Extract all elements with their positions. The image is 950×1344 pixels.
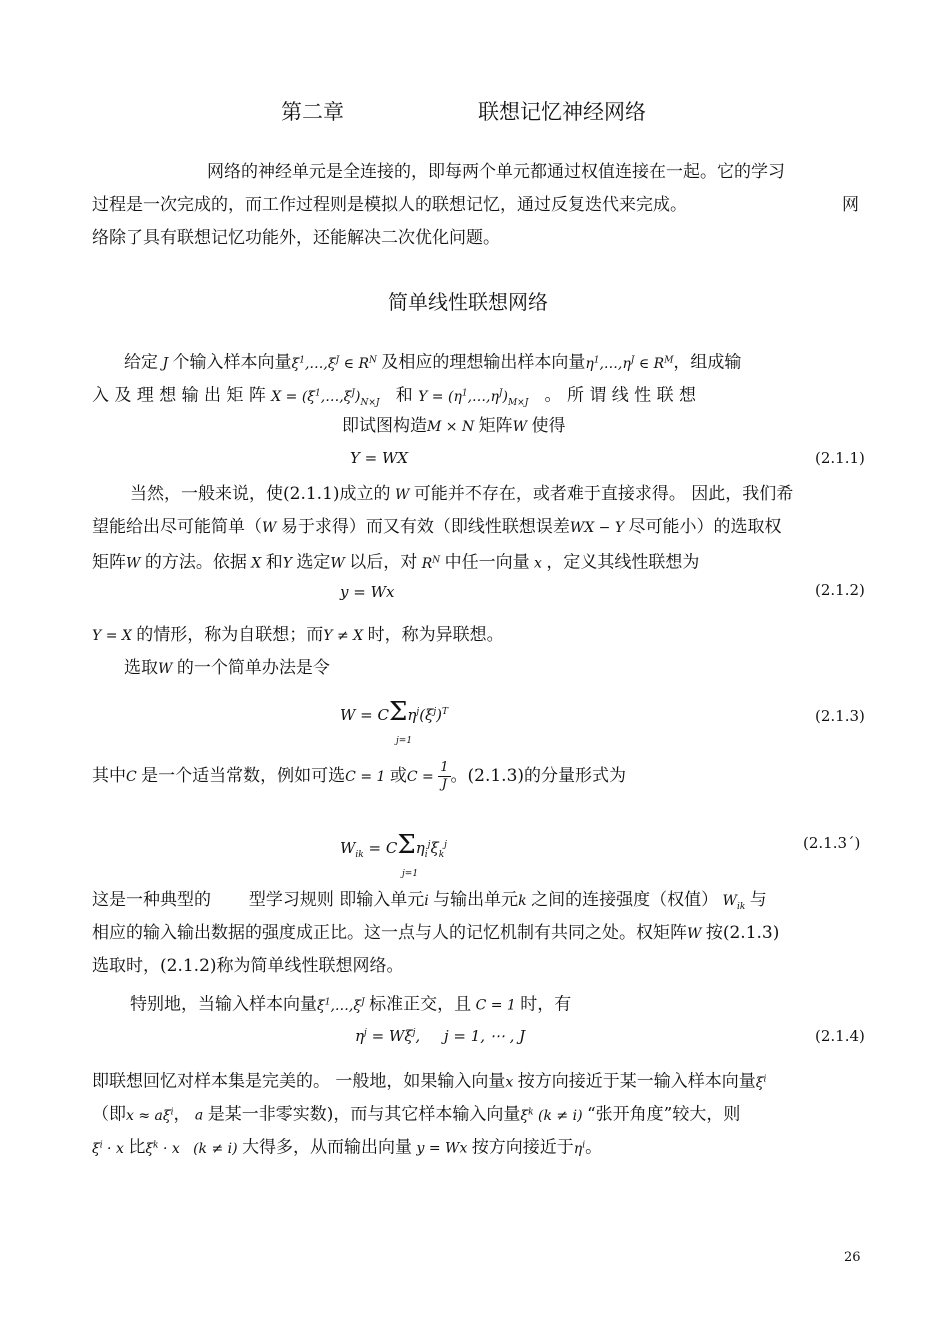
p2-text: 矩阵 bbox=[92, 552, 126, 573]
math: i bbox=[424, 893, 434, 909]
math: C = 1 bbox=[345, 769, 390, 785]
math: W bbox=[512, 419, 532, 435]
p4-text: 选取 bbox=[124, 658, 158, 678]
math: X bbox=[246, 555, 266, 572]
p1-text: 及相应的理想输出样本向量 bbox=[381, 352, 586, 373]
math: $W_{ik}$ bbox=[718, 893, 746, 912]
equation-number: (2.1.3) bbox=[815, 707, 865, 725]
p3-line bbox=[92, 619, 504, 653]
p6-text: 即输入单元 bbox=[339, 890, 425, 910]
p8-text: 是某一非零实数)，而与其它样本输入向量 bbox=[207, 1104, 521, 1125]
p6-text: 这是一种典型的 bbox=[92, 890, 211, 910]
equation-2-1-4: $\eta^j = W\xi^j$, j = 1, ⋯ , J bbox=[355, 1027, 526, 1045]
math: x bbox=[529, 555, 547, 572]
math: Y ≠ X bbox=[323, 628, 368, 644]
p3-text: 的情形，称为自联想；而 bbox=[136, 625, 324, 645]
p2-line-2 bbox=[92, 511, 782, 545]
p8-text: ， bbox=[173, 1104, 191, 1125]
p1-text: 给定 bbox=[124, 352, 158, 373]
p7-text: 时，有 bbox=[520, 994, 572, 1015]
p1-text: 使得 bbox=[531, 416, 566, 436]
p8-text: 大得多，从而输出向量 bbox=[242, 1137, 413, 1158]
p2-text: 当然，一般来说，使(2.1.1)成立的 bbox=[130, 484, 391, 504]
p1-line-1 bbox=[124, 344, 741, 381]
p8-text: 按方向接近于 bbox=[471, 1137, 574, 1158]
math: WX − Y bbox=[569, 520, 629, 536]
p7-line bbox=[130, 986, 571, 1023]
math: $\eta^1,\dots,\eta^J$ ∈ $R^M$ bbox=[585, 355, 674, 372]
page-number: 26 bbox=[844, 1250, 861, 1265]
p2-text: 可能并不存在，或者难于直接求得。 因此，我们希 bbox=[413, 484, 794, 504]
math: C = 1 bbox=[471, 997, 521, 1014]
p6-text: 型学习规则 bbox=[248, 890, 334, 910]
p2-text: 选定 bbox=[296, 552, 331, 573]
math: J bbox=[158, 355, 173, 372]
math: $\xi^1,\dots,\xi^J$ ∈ $R^N$ bbox=[291, 355, 377, 372]
p1-text: 。 所 谓 线 性 联 想 bbox=[544, 385, 696, 406]
math: C = bbox=[406, 769, 439, 785]
p8-line-3 bbox=[92, 1129, 602, 1166]
p8-text: 比 bbox=[128, 1137, 146, 1158]
chapter-title: 联想记忆神经网络 bbox=[478, 100, 646, 124]
math: Y bbox=[282, 555, 297, 572]
p2-line-1 bbox=[130, 478, 793, 512]
p2-line-3 bbox=[92, 544, 699, 581]
p4-text: 的一个简单办法是令 bbox=[176, 658, 330, 678]
equation-2-1-1: Y = WX bbox=[350, 449, 409, 467]
p1-text: 和 bbox=[395, 385, 413, 406]
math: W bbox=[262, 520, 281, 536]
p5-line bbox=[92, 760, 626, 794]
math: Y = X bbox=[92, 628, 137, 644]
p1-line-3 bbox=[342, 410, 566, 444]
p7-text: 特别地，当输入样本向量 bbox=[130, 994, 317, 1015]
equation-number: (2.1.1) bbox=[815, 449, 865, 467]
section-title: 简单线性联想网络 bbox=[388, 290, 548, 314]
p1-text: ，组成输 bbox=[673, 352, 742, 373]
p2-text: 的方法。依据 bbox=[144, 552, 247, 573]
p6-text: 与 bbox=[749, 890, 767, 910]
p4-line bbox=[124, 652, 330, 686]
equation-2-1-3: $W = C\Sigma\eta^j(\xi^j)^T$ bbox=[340, 697, 448, 727]
p2-text: 尽可能小）的选取权 bbox=[628, 517, 782, 537]
p2-text: 望能给出尽可能简单（ bbox=[92, 517, 262, 537]
math: $X = (\xi^1,\dots,\xi^J)_{N\times J}$ bbox=[271, 388, 380, 408]
math: $\xi^i \cdot x$ bbox=[92, 1140, 129, 1157]
equation-number: (2.1.3´) bbox=[803, 834, 861, 852]
p8-text: 。 bbox=[585, 1137, 603, 1158]
math: C bbox=[126, 769, 142, 785]
p2-text: 易于求得）而又有效（即线性联想误差 bbox=[280, 517, 570, 537]
p6-text: 与输出单元 bbox=[433, 890, 519, 910]
p8-text: “张开角度”较大，则 bbox=[586, 1104, 741, 1125]
p8-line-2 bbox=[92, 1096, 740, 1133]
math: W bbox=[330, 555, 350, 572]
math: $\eta^i$ bbox=[573, 1140, 586, 1157]
equation-2-1-3-prime: $W_{ik} = C\Sigma\eta_i^j\xi_k^j$ bbox=[340, 830, 447, 860]
equation-number: (2.1.4) bbox=[815, 1027, 865, 1045]
p6-text: 按(2.1.3) bbox=[705, 923, 780, 943]
p1-text: 矩阵 bbox=[478, 416, 513, 436]
intro-line-1: 网络的神经单元是全连接的，即每两个单元都通过权值连接在一起。它的学习 bbox=[207, 162, 785, 182]
p5-text: 是一个适当常数，例如可选 bbox=[141, 766, 346, 786]
p1-text: 个输入样本向量 bbox=[172, 352, 292, 373]
p8-line-1 bbox=[92, 1063, 766, 1100]
p5-text: 其中 bbox=[92, 766, 126, 786]
intro-line-2-end: 网 bbox=[842, 195, 859, 215]
p5-text: 。(2.1.3)的分量形式为 bbox=[450, 766, 627, 786]
p8-text: 按方向接近于某一输入样本向量 bbox=[517, 1071, 756, 1092]
math: W bbox=[687, 926, 706, 942]
math: a bbox=[190, 1107, 208, 1124]
math: $R^N$ bbox=[417, 555, 441, 572]
p3-text: 时，称为异联想。 bbox=[367, 625, 504, 645]
p2-text: 以后，对 bbox=[349, 552, 418, 573]
intro-line-3: 络除了具有联想记忆功能外，还能解决二次优化问题。 bbox=[92, 228, 500, 248]
p1-text: 入 及 理 想 输 出 矩 阵 bbox=[92, 385, 266, 406]
math: W bbox=[126, 555, 145, 572]
p8-text: 即联想回忆对样本集是完美的。 一般地，如果输入向量 bbox=[92, 1071, 506, 1092]
p6-text: 相应的输入输出数据的强度成正比。这一点与人的记忆机制有共同之处。权矩阵 bbox=[92, 923, 687, 943]
math: $\xi^k$ (k ≠ i) bbox=[520, 1107, 587, 1124]
fraction: $\frac{1}{J}$ bbox=[440, 760, 449, 792]
p5-text: 或 bbox=[389, 766, 407, 786]
p2-text: 中任一向量 bbox=[444, 552, 530, 573]
math: $\xi^k \cdot x$ (k ≠ i) bbox=[145, 1140, 243, 1157]
equation-2-1-2: y = Wx bbox=[340, 583, 395, 601]
p6-line-3: 选取时，(2.1.2)称为简单线性联想网络。 bbox=[92, 956, 404, 976]
math: k bbox=[518, 893, 532, 909]
math: W bbox=[158, 661, 177, 677]
math: y = Wx bbox=[412, 1140, 472, 1157]
math: $\xi^1,\dots,\xi^J$ bbox=[317, 997, 365, 1014]
p6-line-2 bbox=[92, 917, 779, 951]
intro-line-2: 过程是一次完成的，而工作过程则是模拟人的联想记忆，通过反复迭代来完成。 bbox=[92, 195, 687, 215]
p7-text: 标准正交，且 bbox=[369, 994, 472, 1015]
math: W bbox=[390, 487, 414, 503]
sum-limit: j=1 bbox=[402, 869, 419, 879]
math: $Y = (\eta^1,\dots,\eta^J)_{M\times J}$ bbox=[418, 388, 529, 408]
p8-text: （即 bbox=[92, 1104, 126, 1125]
chapter-number: 第二章 bbox=[281, 100, 344, 124]
math: M × N bbox=[427, 419, 479, 435]
p6-text: 之间的连接强度（权值） bbox=[531, 890, 719, 910]
math: x bbox=[505, 1074, 518, 1091]
math: $\xi^i$ bbox=[755, 1074, 767, 1091]
equation-number: (2.1.2) bbox=[815, 581, 865, 599]
math: $x \approx a\xi^i$ bbox=[126, 1107, 174, 1124]
sum-limit: j=1 bbox=[396, 736, 413, 746]
p2-text: ，定义其线性联想为 bbox=[546, 552, 700, 573]
p2-text: 和 bbox=[265, 552, 283, 573]
p1-text: 即试图构造 bbox=[342, 416, 427, 436]
